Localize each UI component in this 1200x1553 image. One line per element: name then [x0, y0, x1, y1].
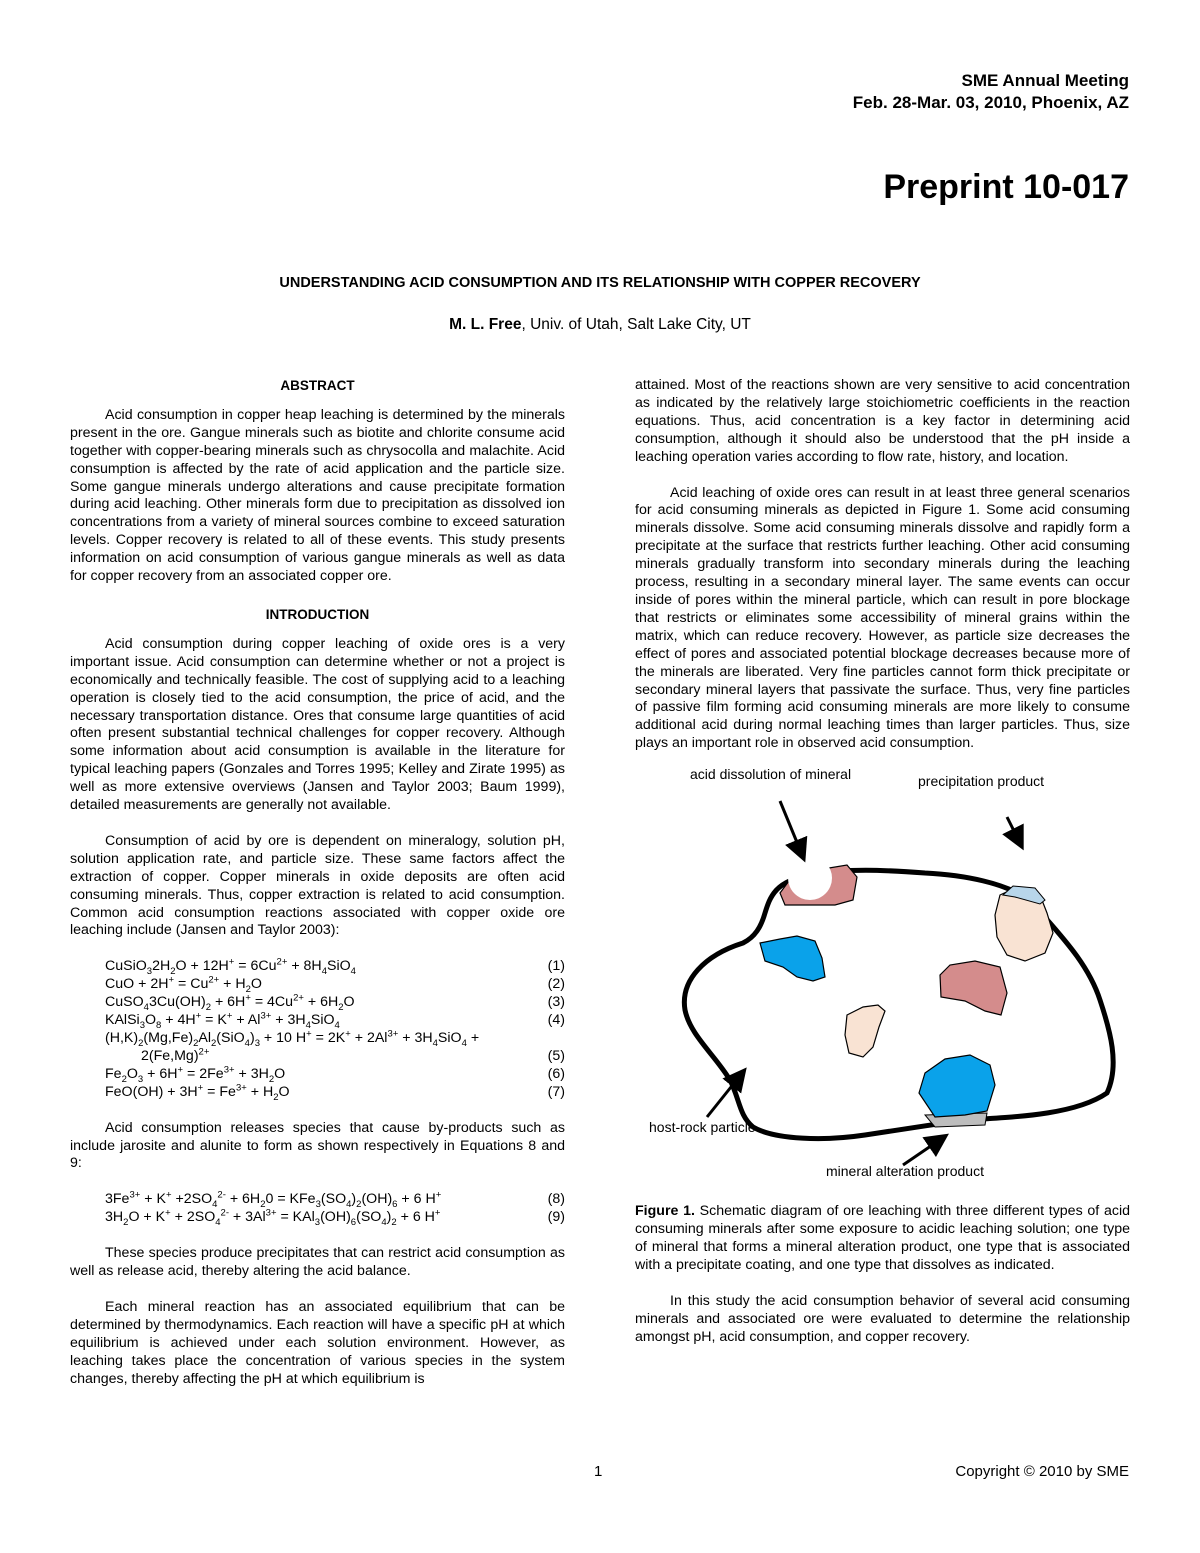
page-number: 1 — [594, 1463, 603, 1480]
equation-7: $FeO(OH) + 3H^+ = Fe^{3+} + H_2O$ (7) — [105, 1081, 565, 1103]
host-rock-outline — [684, 870, 1113, 1138]
equation-5: $(H,K)_2(Mg,Fe)_2Al_2(SiO_4)_3 + 10$ $H^+ = 2K^+ + 2Al^{3+} + 3H_4SiO_4$ + — [105, 1028, 480, 1049]
label-host-rock: host-rock particle — [649, 1119, 756, 1136]
equation-9: $3H_2O + K^+ + 2SO_4^{2-} + 3Al^{3+} = KAl_3(OH)_6(SO_4)_2 + 6$ H+ (9) — [105, 1207, 565, 1229]
right-paragraph-1: attained. Most of the reactions shown are very sensitive to acid concentration as indicated by the relatively large stoichiometric coefficients in the reaction equations. Thus, acid concentration is a key factor in determining acid consumption, although it should also be understood that the pH inside a leaching operation varies according to flow rate, history, and location. — [635, 377, 1130, 465]
equations-1-7 — [105, 958, 565, 1101]
right-column — [635, 377, 1130, 1346]
arrow-precipitation — [1007, 817, 1021, 845]
abstract-text: Acid consumption in copper heap leaching is determined by the minerals present in the ore. Gangue minerals such as biotite and chlorite consume acid together with copper-bearing minerals such as chrysocolla and malachite. Acid consumption is affected by the rate of acid application and the particle size. Some gangue minerals undergo alterations and cause precipitate formation during acid leaching. Other minerals form due to precipitation as dissolved ion concentrations from a variety of mineral sources combine to exceed saturation levels. Copper recovery is related to all of these events. This study presents information on acid consumption of various gangue minerals as well as data for copper recovery from an associated copper ore. — [70, 406, 565, 585]
right-paragraph-3: In this study the acid consumption behavior of several acid consuming minerals and associated ore were evaluated to determine the relationship amongst pH, acid consumption, and copper recovery. — [635, 1292, 1130, 1345]
figure-1 — [635, 765, 1130, 1195]
label-alteration-product: mineral alteration product — [826, 1163, 984, 1180]
author-name: M. L. Free — [449, 316, 522, 333]
abstract-heading: ABSTRACT — [280, 378, 355, 393]
intro-paragraph-3: Acid consumption releases species that cause by-products such as include jarosite and alunite to form as shown respectively in Equations 8 and 9: — [70, 1119, 565, 1172]
figure-1-caption — [635, 1203, 1130, 1275]
author-affiliation: , Univ. of Utah, Salt Lake City, UT — [521, 316, 751, 333]
intro-paragraph-2: Consumption of acid by ore is dependent on mineralogy, solution pH, solution application rate, and particle size. These same factors affect the extraction of copper. Copper minerals in oxide deposits are often acid consuming minerals. Thus, copper extraction is related to acid consumption. Common acid consumption reactions associated with copper oxide ore leaching include (Jansen and Taylor 2003): — [70, 832, 565, 939]
equation-8: $3Fe^{3+} + K^+ +2SO_4^{2-} + 6H_20 = KFe_3(SO_4)_2(OH)_6 + 6$ H+ (8) — [105, 1189, 565, 1211]
equation-5-cont: $2(Fe,Mg)^{2+}$ (5) — [141, 1046, 565, 1064]
copyright: Copyright © 2010 by SME — [955, 1463, 1129, 1480]
meeting-header — [853, 70, 1129, 114]
paper-title: UNDERSTANDING ACID CONSUMPTION AND ITS RELATIONSHIP WITH COPPER RECOVERY — [279, 275, 921, 291]
intro-paragraph-5: Each mineral reaction has an associated equilibrium that can be determined by thermodynamics. Each reaction will have a specific pH at which equilibrium is achieved under each solution environment. However, as leaching takes place the concentration of various species in the system changes, thereby affecting the pH at which equilibrium is — [70, 1298, 565, 1387]
introduction-heading: INTRODUCTION — [265, 606, 370, 622]
right-paragraph-2: Acid leaching of oxide ores can result in at least three general scenarios for acid consuming minerals as depicted in Figure 1. Some acid consuming minerals dissolve. Some acid consuming minerals dissolve and rapidly form a precipitate at the surface that restricts further leaching. Other acid consuming minerals gradually transform into secondary minerals during the leaching process, resulting in a secondary mineral layer. The same events can occur inside of pores within the mineral particle, which can result in pore blockage that restricts or eliminates some accessibility of mineral grains within the matrix, which can reduce recovery. However, as particle size decreases the effect of pores and associated potential blockage decreases because more of the minerals are liberated. Very fine particles cannot form thick precipitate or secondary mineral layers that passivate the surface. Thus, very fine particles of passive film forming acid consuming minerals are more likely to consume additional acid during normal leaching times than larger particles. Thus, size plays an important role in observed acid consumption. — [635, 484, 1130, 752]
arrow-alteration — [903, 1137, 944, 1165]
label-acid-dissolution: acid dissolution of mineral — [690, 766, 852, 783]
preprint-number: Preprint 10-017 — [883, 168, 1129, 206]
equation-2: CuO + $2H^+ = Cu^{2+} + H_2O$ (2) — [105, 974, 565, 996]
label-precipitation-product: precipitation product — [918, 773, 1045, 790]
equation-6: $Fe_2O_3 + 6H^+ = 2Fe^{3+} + 3H_2O$ (6) — [105, 1064, 565, 1085]
author-line — [70, 316, 1130, 334]
equations-8-9 — [105, 1191, 565, 1227]
equation-1: $CuSiO_32H_2O + 12H^+ = 6Cu^{2+} + 8H_4SiO_4$ (1) — [105, 956, 565, 978]
caption-label: Figure 1. — [635, 1203, 695, 1220]
equation-3: $CuSO_43Cu(OH)_2 + 6H^+ = 4Cu^{2+} + 6H_2O$ (3) — [105, 992, 565, 1014]
caption-text: Schematic diagram of ore leaching with three different types of acid consuming minerals after some exposure to acidic leaching solution; one type of mineral that forms a mineral alteration product, one type that is associated with a precipitate coating, and one type that dissolves as indicated. — [635, 1203, 1130, 1273]
dissolution-pit — [788, 856, 832, 900]
equation-4: $KAlSi_3O_8 + 4H^+ = K^+ + Al^{3+} + 3H_4SiO_4$ (4) — [105, 1010, 565, 1031]
meeting-dates: Feb. 28-Mar. 03, 2010, Phoenix, AZ — [852, 93, 1129, 112]
meeting-name: SME Annual Meeting — [961, 71, 1129, 90]
intro-paragraph-4: These species produce precipitates that can restrict acid consumption as well as release acid, thereby altering the acid balance. — [70, 1245, 565, 1280]
arrow-dissolution — [780, 801, 803, 857]
intro-paragraph-1: Acid consumption during copper leaching of oxide ores is a very important issue. Acid consumption can determine whether or not a project is economically and technically feasible. The cost of supplying acid to a leaching operation is closely tied to the acid consumption, the price of acid, and the necessary transportation distance. Ores that consume large quantities of acid often present substantial technical challenges for copper recovery. Although some information about acid consumption is available in the literature for typical leaching papers (Gonzales and Torres 1995; Kelley and Zirate 1995) as well as more extensive overviews (Jansen and Taylor 2003; Baum 1999), detailed measurements are generally not available. — [70, 635, 565, 814]
left-column — [70, 377, 565, 1389]
